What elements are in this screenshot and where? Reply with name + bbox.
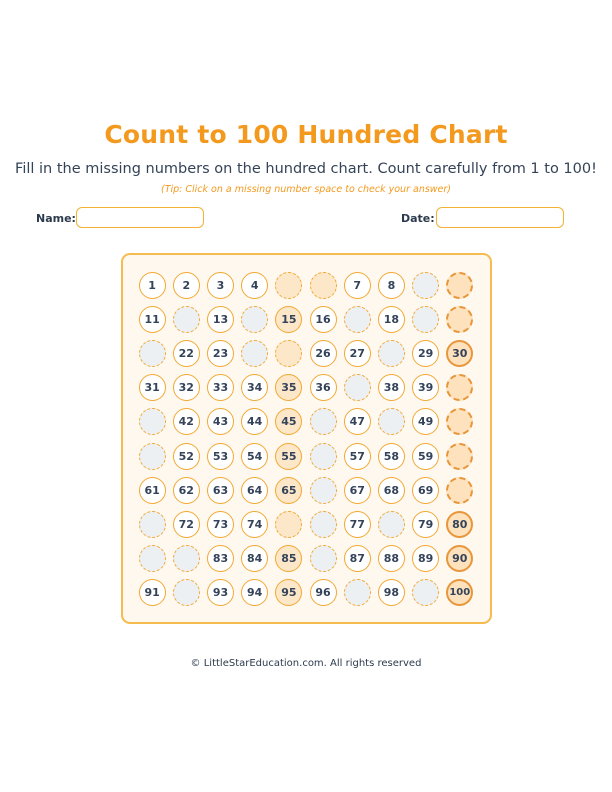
number-circle: 8 bbox=[378, 272, 405, 299]
chart-cell bbox=[443, 405, 477, 439]
number-circle: 39 bbox=[412, 374, 439, 401]
chart-cell bbox=[340, 302, 374, 336]
missing-number-space[interactable] bbox=[344, 374, 371, 401]
chart-cell bbox=[340, 439, 374, 473]
missing-number-space[interactable] bbox=[310, 272, 337, 299]
number-circle: 100 bbox=[446, 579, 473, 606]
number-circle: 98 bbox=[378, 579, 405, 606]
chart-cell bbox=[272, 542, 306, 576]
number-circle: 80 bbox=[446, 511, 473, 538]
number-circle: 72 bbox=[173, 511, 200, 538]
chart-cell bbox=[203, 576, 237, 610]
chart-cell bbox=[306, 473, 340, 507]
number-circle: 94 bbox=[241, 579, 268, 606]
number-circle: 95 bbox=[275, 579, 302, 606]
chart-cell bbox=[238, 473, 272, 507]
chart-cell bbox=[409, 542, 443, 576]
number-circle: 58 bbox=[378, 443, 405, 470]
number-circle: 7 bbox=[344, 272, 371, 299]
chart-cell bbox=[135, 268, 169, 302]
chart-cell bbox=[203, 336, 237, 370]
chart-cell bbox=[409, 473, 443, 507]
number-circle: 35 bbox=[275, 374, 302, 401]
chart-cell bbox=[374, 507, 408, 541]
number-circle: 32 bbox=[173, 374, 200, 401]
number-circle: 11 bbox=[139, 306, 166, 333]
number-circle: 22 bbox=[173, 340, 200, 367]
number-circle: 38 bbox=[378, 374, 405, 401]
number-circle: 13 bbox=[207, 306, 234, 333]
missing-number-space[interactable] bbox=[412, 272, 439, 299]
chart-cell bbox=[135, 507, 169, 541]
chart-cell bbox=[169, 507, 203, 541]
missing-number-space[interactable] bbox=[139, 443, 166, 470]
chart-cell bbox=[272, 302, 306, 336]
number-circle: 73 bbox=[207, 511, 234, 538]
number-circle: 4 bbox=[241, 272, 268, 299]
chart-cell bbox=[238, 268, 272, 302]
chart-cell bbox=[169, 576, 203, 610]
chart-cell bbox=[169, 371, 203, 405]
chart-cell bbox=[203, 302, 237, 336]
chart-cell bbox=[374, 473, 408, 507]
chart-cell bbox=[409, 439, 443, 473]
number-circle: 34 bbox=[241, 374, 268, 401]
hundred-chart-grid bbox=[135, 268, 477, 610]
chart-cell bbox=[306, 302, 340, 336]
number-circle: 90 bbox=[446, 545, 473, 572]
chart-cell bbox=[443, 507, 477, 541]
missing-number-space[interactable] bbox=[310, 408, 337, 435]
missing-number-space[interactable] bbox=[446, 272, 473, 299]
instructions-text: Fill in the missing numbers on the hundred chart. Count carefully from 1 to 100! bbox=[15, 161, 597, 177]
missing-number-space[interactable] bbox=[412, 306, 439, 333]
page-title: Count to 100 Hundred Chart bbox=[104, 120, 508, 149]
chart-cell bbox=[443, 473, 477, 507]
number-circle: 15 bbox=[275, 306, 302, 333]
number-circle: 1 bbox=[139, 272, 166, 299]
chart-cell bbox=[340, 268, 374, 302]
chart-cell bbox=[374, 542, 408, 576]
chart-cell bbox=[443, 439, 477, 473]
chart-cell bbox=[306, 507, 340, 541]
chart-cell bbox=[340, 507, 374, 541]
number-circle: 2 bbox=[173, 272, 200, 299]
chart-cell bbox=[135, 336, 169, 370]
number-circle: 26 bbox=[310, 340, 337, 367]
chart-cell bbox=[306, 439, 340, 473]
number-circle: 33 bbox=[207, 374, 234, 401]
chart-cell bbox=[374, 268, 408, 302]
tip-text: (Tip: Click on a missing number space to check your answer) bbox=[160, 184, 452, 195]
chart-cell bbox=[306, 268, 340, 302]
number-circle: 52 bbox=[173, 443, 200, 470]
number-circle: 57 bbox=[344, 443, 371, 470]
chart-cell bbox=[238, 371, 272, 405]
chart-cell bbox=[135, 371, 169, 405]
chart-cell bbox=[374, 371, 408, 405]
missing-number-space[interactable] bbox=[173, 306, 200, 333]
chart-cell bbox=[306, 371, 340, 405]
date-label: Date: bbox=[401, 212, 435, 225]
copyright-footer: © LittleStarEducation.com. All rights reserved bbox=[190, 658, 422, 669]
chart-cell bbox=[340, 542, 374, 576]
chart-cell bbox=[169, 302, 203, 336]
chart-cell bbox=[203, 268, 237, 302]
chart-cell bbox=[135, 542, 169, 576]
name-label: Name: bbox=[36, 212, 76, 225]
chart-cell bbox=[238, 302, 272, 336]
number-circle: 84 bbox=[241, 545, 268, 572]
missing-number-space[interactable] bbox=[173, 579, 200, 606]
chart-cell bbox=[306, 542, 340, 576]
chart-cell bbox=[374, 576, 408, 610]
chart-cell bbox=[203, 439, 237, 473]
number-circle: 18 bbox=[378, 306, 405, 333]
number-circle: 83 bbox=[207, 545, 234, 572]
chart-cell bbox=[272, 473, 306, 507]
chart-cell bbox=[135, 405, 169, 439]
chart-cell bbox=[409, 371, 443, 405]
number-circle: 79 bbox=[412, 511, 439, 538]
chart-cell bbox=[374, 336, 408, 370]
chart-cell bbox=[340, 371, 374, 405]
chart-cell bbox=[238, 576, 272, 610]
number-circle: 64 bbox=[241, 477, 268, 504]
missing-number-space[interactable] bbox=[378, 408, 405, 435]
missing-number-space[interactable] bbox=[378, 511, 405, 538]
chart-cell bbox=[135, 576, 169, 610]
chart-cell bbox=[374, 405, 408, 439]
missing-number-space[interactable] bbox=[310, 545, 337, 572]
number-circle: 53 bbox=[207, 443, 234, 470]
number-circle: 63 bbox=[207, 477, 234, 504]
chart-cell bbox=[272, 507, 306, 541]
number-circle: 31 bbox=[139, 374, 166, 401]
number-circle: 89 bbox=[412, 545, 439, 572]
name-field[interactable] bbox=[76, 207, 204, 228]
number-circle: 3 bbox=[207, 272, 234, 299]
chart-cell bbox=[306, 576, 340, 610]
missing-number-space[interactable] bbox=[275, 340, 302, 367]
number-circle: 27 bbox=[344, 340, 371, 367]
chart-cell bbox=[443, 371, 477, 405]
chart-cell bbox=[135, 302, 169, 336]
number-circle: 29 bbox=[412, 340, 439, 367]
chart-cell bbox=[340, 473, 374, 507]
missing-number-space[interactable] bbox=[446, 306, 473, 333]
missing-number-space[interactable] bbox=[241, 306, 268, 333]
number-circle: 49 bbox=[412, 408, 439, 435]
missing-number-space[interactable] bbox=[241, 340, 268, 367]
number-circle: 30 bbox=[446, 340, 473, 367]
chart-cell bbox=[272, 576, 306, 610]
chart-cell bbox=[409, 405, 443, 439]
chart-cell bbox=[169, 439, 203, 473]
number-circle: 69 bbox=[412, 477, 439, 504]
number-circle: 85 bbox=[275, 545, 302, 572]
chart-cell bbox=[443, 542, 477, 576]
missing-number-space[interactable] bbox=[344, 579, 371, 606]
missing-number-space[interactable] bbox=[446, 408, 473, 435]
chart-cell bbox=[135, 439, 169, 473]
chart-cell bbox=[374, 439, 408, 473]
chart-cell bbox=[409, 576, 443, 610]
chart-cell bbox=[169, 268, 203, 302]
chart-cell bbox=[203, 473, 237, 507]
chart-cell bbox=[340, 405, 374, 439]
chart-cell bbox=[203, 371, 237, 405]
hundred-chart-panel bbox=[121, 253, 492, 624]
number-circle: 68 bbox=[378, 477, 405, 504]
chart-cell bbox=[135, 473, 169, 507]
missing-number-space[interactable] bbox=[378, 340, 405, 367]
chart-cell bbox=[238, 542, 272, 576]
missing-number-space[interactable] bbox=[275, 511, 302, 538]
chart-cell bbox=[443, 336, 477, 370]
chart-cell bbox=[340, 336, 374, 370]
number-circle: 43 bbox=[207, 408, 234, 435]
number-circle: 65 bbox=[275, 477, 302, 504]
date-field[interactable] bbox=[436, 207, 564, 228]
chart-cell bbox=[169, 473, 203, 507]
chart-cell bbox=[272, 371, 306, 405]
missing-number-space[interactable] bbox=[310, 477, 337, 504]
chart-cell bbox=[169, 405, 203, 439]
missing-number-space[interactable] bbox=[173, 545, 200, 572]
chart-cell bbox=[238, 336, 272, 370]
chart-cell bbox=[272, 405, 306, 439]
number-circle: 62 bbox=[173, 477, 200, 504]
number-circle: 16 bbox=[310, 306, 337, 333]
missing-number-space[interactable] bbox=[310, 443, 337, 470]
chart-cell bbox=[443, 268, 477, 302]
number-circle: 88 bbox=[378, 545, 405, 572]
chart-cell bbox=[409, 507, 443, 541]
number-circle: 42 bbox=[173, 408, 200, 435]
missing-number-space[interactable] bbox=[310, 511, 337, 538]
chart-cell bbox=[443, 576, 477, 610]
number-circle: 74 bbox=[241, 511, 268, 538]
chart-cell bbox=[306, 336, 340, 370]
missing-number-space[interactable] bbox=[139, 408, 166, 435]
number-circle: 96 bbox=[310, 579, 337, 606]
chart-cell bbox=[409, 268, 443, 302]
number-circle: 61 bbox=[139, 477, 166, 504]
missing-number-space[interactable] bbox=[139, 545, 166, 572]
missing-number-space[interactable] bbox=[275, 272, 302, 299]
chart-cell bbox=[272, 336, 306, 370]
chart-cell bbox=[306, 405, 340, 439]
number-circle: 87 bbox=[344, 545, 371, 572]
number-circle: 36 bbox=[310, 374, 337, 401]
chart-cell bbox=[340, 576, 374, 610]
chart-cell bbox=[169, 542, 203, 576]
chart-cell bbox=[374, 302, 408, 336]
chart-cell bbox=[272, 439, 306, 473]
chart-cell bbox=[409, 302, 443, 336]
number-circle: 59 bbox=[412, 443, 439, 470]
missing-number-space[interactable] bbox=[446, 374, 473, 401]
missing-number-space[interactable] bbox=[446, 443, 473, 470]
number-circle: 93 bbox=[207, 579, 234, 606]
number-circle: 55 bbox=[275, 443, 302, 470]
number-circle: 77 bbox=[344, 511, 371, 538]
missing-number-space[interactable] bbox=[344, 306, 371, 333]
number-circle: 54 bbox=[241, 443, 268, 470]
number-circle: 44 bbox=[241, 408, 268, 435]
chart-cell bbox=[443, 302, 477, 336]
chart-cell bbox=[169, 336, 203, 370]
chart-cell bbox=[238, 405, 272, 439]
chart-cell bbox=[238, 507, 272, 541]
missing-number-space[interactable] bbox=[139, 340, 166, 367]
number-circle: 91 bbox=[139, 579, 166, 606]
chart-cell bbox=[409, 336, 443, 370]
missing-number-space[interactable] bbox=[412, 579, 439, 606]
chart-cell bbox=[238, 439, 272, 473]
chart-cell bbox=[203, 507, 237, 541]
number-circle: 23 bbox=[207, 340, 234, 367]
missing-number-space[interactable] bbox=[139, 511, 166, 538]
chart-cell bbox=[272, 268, 306, 302]
chart-cell bbox=[203, 542, 237, 576]
number-circle: 45 bbox=[275, 408, 302, 435]
missing-number-space[interactable] bbox=[446, 477, 473, 504]
chart-cell bbox=[203, 405, 237, 439]
number-circle: 47 bbox=[344, 408, 371, 435]
number-circle: 67 bbox=[344, 477, 371, 504]
